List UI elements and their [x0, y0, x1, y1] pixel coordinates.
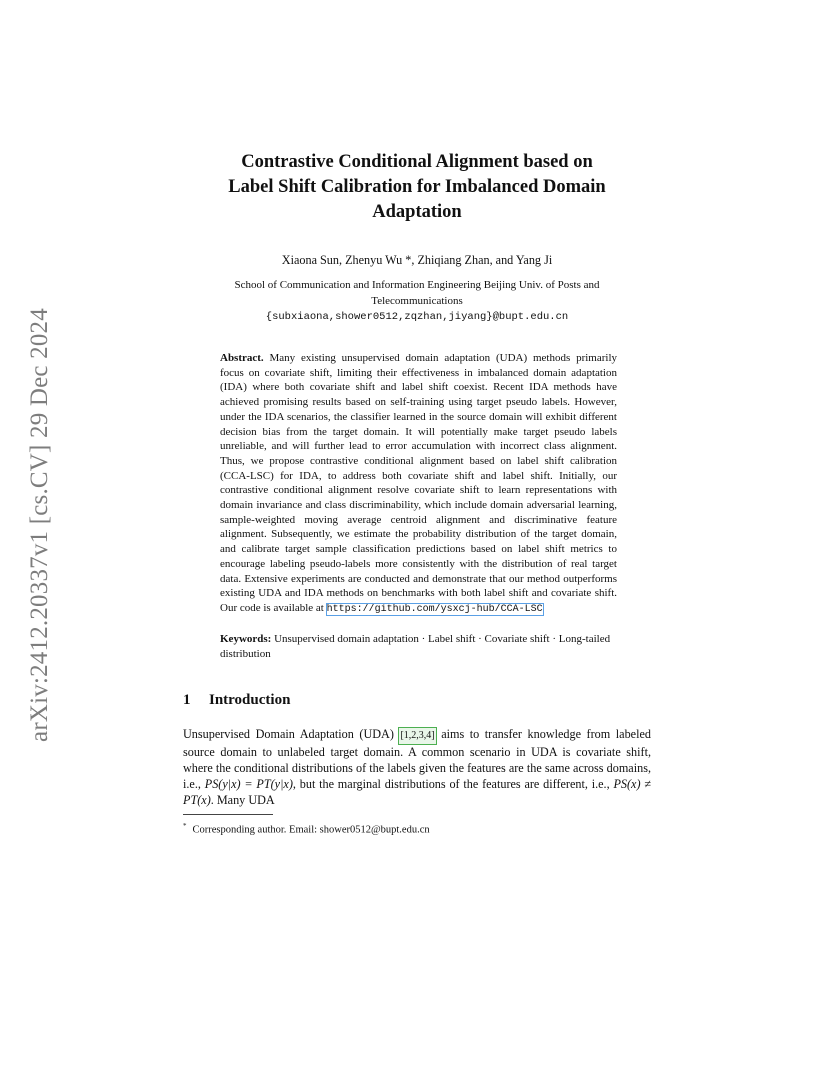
section-heading [183, 692, 651, 709]
intro-text-3: , but the marginal distributions of the features are different, i.e., [292, 776, 610, 791]
keywords-label: Keywords: [220, 632, 272, 645]
keywords [220, 632, 617, 662]
abstract-label: Abstract. [220, 352, 264, 364]
abstract [220, 351, 617, 618]
arxiv-id-text: arXiv:2412.20337v1 [cs.CV] 29 Dec 2024 [26, 308, 53, 742]
affiliation [183, 278, 651, 309]
intro-text-2: aims to transfer knowledge from labeled source domain to unlabeled target domain. A common scenario in UDA is covariate shift, where the conditional distributions of the labels given the features are the same across domains, i.e., [183, 726, 651, 791]
title-line-2: Label Shift Calibration for Imbalanced Domain [228, 177, 606, 197]
code-repository-link[interactable]: https://github.com/ysxcj-hub/CCA-LSC [326, 603, 543, 615]
keywords-text: Unsupervised domain adaptation · Label shift · Covariate shift · Long-tailed distribution [220, 632, 611, 660]
intro-paragraph [183, 726, 651, 808]
footnote-divider [183, 814, 273, 815]
affiliation-line-1: School of Communication and Information Engineering Beijing Univ. of Posts and [234, 279, 600, 291]
author-list: Xiaona Sun, Zhenyu Wu *, Zhiqiang Zhan, and Yang Ji [281, 253, 553, 267]
paper-page [183, 150, 651, 837]
footnote-marker: * [183, 821, 187, 830]
intro-text-4: . Many UDA [210, 792, 275, 807]
equation-inline-1: PS(y|x) = PT(y|x) [204, 776, 293, 791]
abstract-text: Many existing unsupervised domain adaptation (UDA) methods primarily focus on covariate shift, limiting their effectiveness in imbalanced domain adaptation (IDA) where both covariate shift and label shift coexist. Recent IDA methods have achieved promising results based on self-training using target pseudo labels. However, under the IDA scenarios, the classifier learned in the source domain will exhibit different decision bias from the target domain. It will potentially make target pseudo labels unreliable, and will further lead to error accumulation with incorrect class alignment. Thus, we propose contrastive conditional alignment based on label shift calibration (CCA-LSC) for IDA, to address both covariate shift and label shift. Initially, our contrastive conditional alignment resolve covariate shift to learn representations with domain invariance and class discriminability, which include domain adversarial learning, sample-weighted moving average centroid alignment and discriminative feature alignment. Subsequently, we estimate the probability distribution of the target domain, and calibrate target sample classification predictions based on label shift metrics to encourage labeling pseudo-labels more consistently with the distribution of real target data. Extensive experiments are conducted and demonstrate that our method outperforms existing UDA and IDA methods on benchmarks with both label shift and covariate shift. Our code is available at [220, 352, 618, 614]
section-title: Introduction [209, 691, 291, 708]
paper-title [183, 150, 651, 225]
title-line-3: Adaptation [372, 202, 462, 222]
arxiv-side-identifier [22, 285, 58, 765]
footnote [183, 819, 651, 838]
citation-link[interactable]: [1,2,3,4] [399, 728, 435, 744]
intro-text-1: Unsupervised Domain Adaptation (UDA) [183, 726, 394, 741]
title-line-1: Contrastive Conditional Alignment based on [241, 152, 593, 172]
footnote-text: Corresponding author. Email: shower0512@bupt.edu.cn [192, 824, 430, 836]
equation-inline-2: PS(x) ≠ PT(x) [183, 776, 652, 807]
section-number: 1 [183, 691, 191, 708]
affiliation-line-2: Telecommunications [371, 294, 463, 307]
author-emails: {subxiaona,shower0512,zqzhan,jiyang}@bupt.edu.cn [265, 311, 569, 323]
